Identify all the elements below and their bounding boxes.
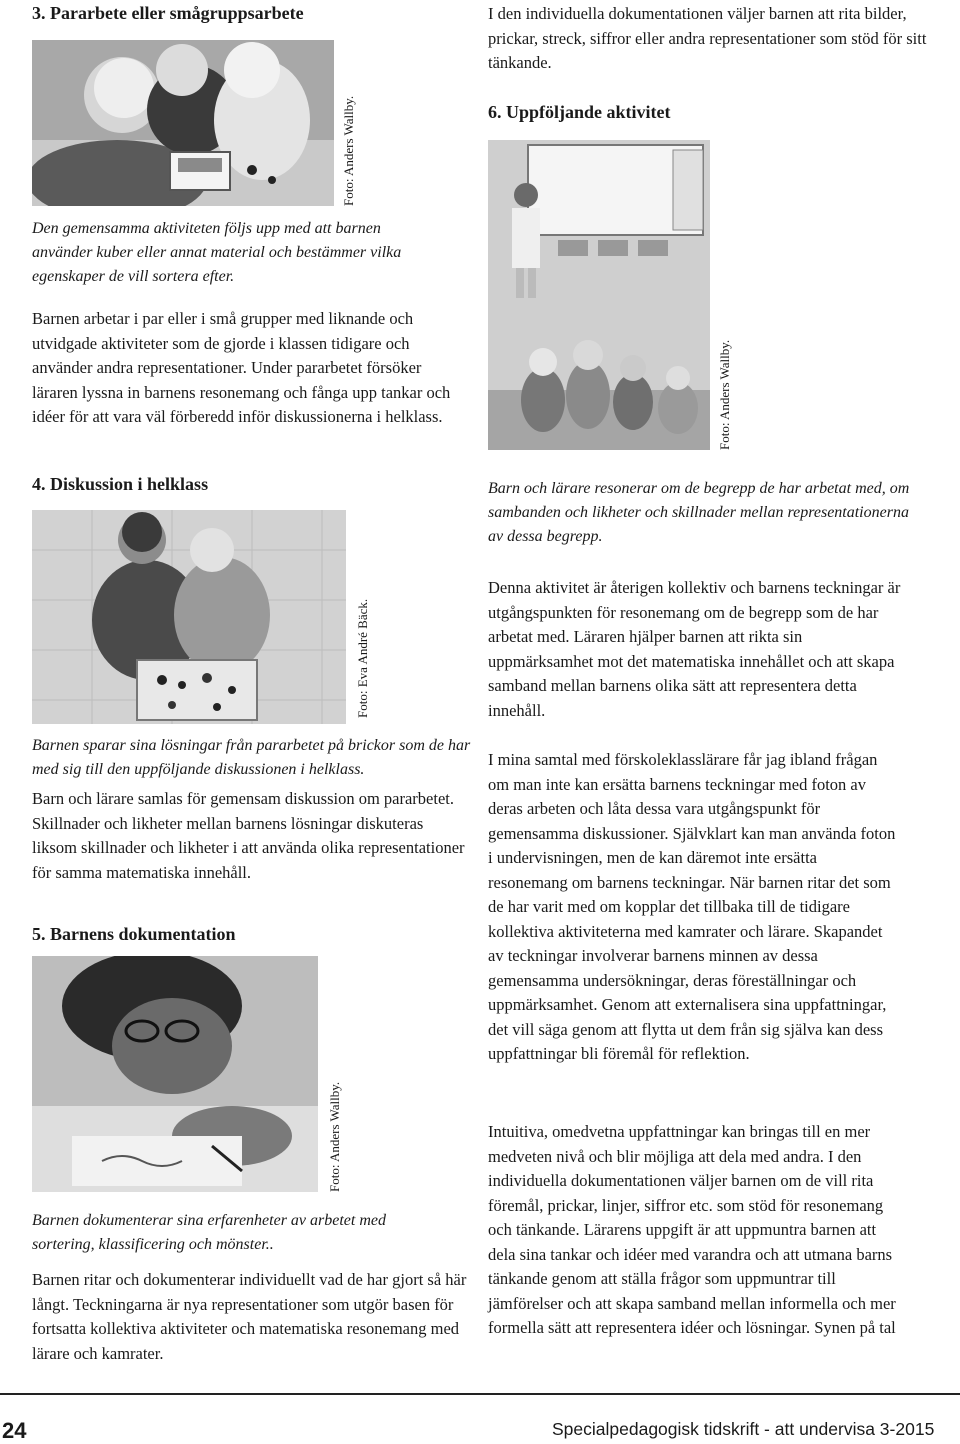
section4-heading: 4. Diskussion i helklass: [32, 474, 209, 494]
photo-boys-with-tray: [32, 510, 346, 724]
photo-girl-drawing: [32, 956, 318, 1192]
photo-credit: Foto: Anders Wallby.: [341, 95, 356, 206]
photo-credit: Foto: Anders Wallby.: [327, 1081, 342, 1192]
section4-caption: Barnen sparar sina lösningar från pararbetet på brickor som de har med sig till den uppföljande diskussionen i helklass.: [32, 737, 471, 778]
photo-girl-drawing-image: [32, 956, 318, 1192]
right-paragraph-3: Intuitiva, omedvetna uppfattningar kan bringas till en mer medveten nivå och blir möjliga att dela med andra. I den individuella dokumentationen väljer barnen om de vill rita föremål, prickar, linjer, siffror etc. som stöd för resonemang och tänkande. Lärarens uppgift är att uppmuntra barnen att dela sina tankar och idéer med varandra och att utmana barns tänkande genom att ställa frågor som uppmuntrar till jämförelser och att skapa samband mellan informella och mer formella sätt att representera idéer och lösningar. Synen på tal: [488, 1122, 896, 1337]
page-number: 24: [2, 1418, 27, 1443]
footer-rule: [0, 1393, 960, 1395]
section3-heading: 3. Pararbete eller smågruppsarbete: [32, 3, 304, 23]
right-intro: I den individuella dokumentationen väljer barnen att rita bilder, prickar, streck, siffror eller andra representationer som stöd för sitt tänkande.: [488, 4, 927, 72]
section6-heading: 6. Uppföljande aktivitet: [488, 102, 671, 122]
section5-heading: 5. Barnens dokumentation: [32, 924, 236, 944]
section3-caption: Den gemensamma aktiviteten följs upp med att barnen använder kuber eller annat material och bestämmer vilka egenskaper de vill sortera efter.: [32, 220, 402, 285]
section3-body: Barnen arbetar i par eller i små grupper med liknande och utvidgade aktiviteter som de gjorde i klassen tidigare och använder andra representationer. Under pararbetet försöker läraren lyssna in barnens resonemang och fånga upp tankar och idéer för att vara väl förberedd inför diskussionerna i helklass.: [32, 309, 451, 426]
section6-caption: Barn och lärare resonerar om de begrepp de har arbetat med, om sambanden och likheter och skillnader mellan representationerna av dessa begrepp.: [488, 480, 910, 545]
journal-title: Specialpedagogisk tidskrift - att undervisa 3-2015: [552, 1419, 935, 1439]
photo-children-sorting-box-image: [32, 40, 334, 206]
photo-boys-with-tray-image: [32, 510, 346, 724]
photo-credit: Foto: Anders Wallby.: [717, 339, 732, 450]
section4-body: Barn och lärare samlas för gemensam diskussion om pararbetet. Skillnader och likheter mellan barnens lösningar diskuteras liksom skillnader och likheter i att använda olika representationer för samma matematiska innehåll.: [32, 789, 465, 882]
right-paragraph-1: Denna aktivitet är återigen kollektiv och barnens teckningar är utgångspunkten för resonemang om de begrepp som de har arbetat med. Läraren hjälper barnen att rikta sin uppmärksamhet mot det matematiska innehållet och att skapa samband mellan barnens olika sätt att representera detta innehåll.: [488, 578, 901, 720]
section5-body: Barnen ritar och dokumenterar individuellt vad de har gjort så här långt. Teckningarna är nya representationer som utgör basen för fortsatta kollektiva aktiviteter och matematiska resonemang med lärare och kamrater.: [32, 1270, 467, 1363]
photo-children-sorting-box: [32, 40, 334, 206]
photo-classroom-whiteboard-image: [488, 140, 710, 450]
photo-credit: Foto: Eva André Bäck.: [355, 598, 370, 718]
photo-classroom-whiteboard: [488, 140, 710, 450]
right-paragraph-2: I mina samtal med förskoleklasslärare får jag ibland frågan om man inte kan ersätta barnens teckningar med foton av deras arbeten och låta dessa vara utgångspunkt för gemensamma diskussioner. Självklart kan man använda foton i undervisningen, men de kan däremot inte ersätta resonemang om barnens teckningar. När barnen ritar det som de har varit med om kopplar det tillbaka till de tidigare kollektiva aktiviteterna med kamrater och lärare. Skapandet av teckningar involverar barnens minnen av dessa gemensamma undersökningar, deras föreställningar och uppmärksamhet. Genom att externalisera sina uppfattningar, det vill säga genom att flytta ut dem från sig själva kan dess uppfattningar bli föremål för reflektion.: [488, 750, 896, 1063]
section5-caption: Barnen dokumenterar sina erfarenheter av arbetet med sortering, klassificering och mönster..: [32, 1212, 386, 1253]
